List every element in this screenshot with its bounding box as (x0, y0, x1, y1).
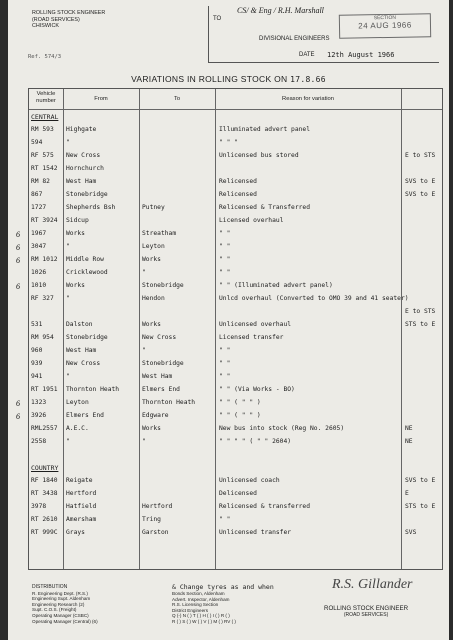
vehicle-number: 960 (31, 347, 43, 354)
to-cell: Edgware (142, 412, 169, 419)
change-code-cell: SVS to E (405, 178, 436, 185)
sender-line: (ROAD SERVICES) (32, 16, 80, 23)
reason-cell: Unlicensed coach (219, 477, 280, 484)
margin-tick-mark: 6 (16, 256, 20, 265)
to-cell: Garston (142, 529, 169, 536)
from-cell: " (66, 243, 70, 250)
table-row (29, 527, 442, 540)
table-row (29, 384, 442, 397)
reference-number: Ref. 574/3 (28, 54, 62, 60)
table-row (29, 176, 442, 189)
section-heading-row (29, 462, 442, 475)
from-cell: Works (66, 230, 85, 237)
to-cell: " (142, 269, 146, 276)
vehicle-number: 1010 (31, 282, 47, 289)
from-cell: West Ham (66, 347, 97, 354)
reason-cell: " " (Via Works - BO) (219, 386, 295, 393)
vehicle-number: RM 593 (31, 126, 54, 133)
from-cell: Hatfield (66, 503, 97, 510)
table-row (29, 124, 442, 137)
stamp-date: 24 AUG 1966 (358, 20, 412, 31)
header-divider (29, 109, 442, 110)
distribution-line: Engineering Research (2) (32, 601, 85, 607)
vehicle-number: 867 (31, 191, 43, 198)
signature: R.S. Gillander (332, 577, 413, 592)
reason-cell: Relicensed & Transferred (219, 204, 310, 211)
table-row (16, 280, 442, 293)
section-heading: COUNTRY (31, 464, 59, 472)
table-row (16, 397, 442, 410)
from-cell: " (66, 295, 70, 302)
vehicle-number: RT 3924 (31, 217, 58, 224)
to-cell: Stonebridge (142, 360, 184, 367)
from-cell: " (66, 139, 70, 146)
table-row (29, 332, 442, 345)
table-row (16, 254, 442, 267)
stamp-line: SECTION (373, 14, 397, 22)
section-heading: CENTRAL (31, 113, 59, 121)
to-cell: Hendon (142, 295, 165, 302)
from-cell: Hornchurch (66, 165, 104, 172)
handwritten-addressee: CS/ & Eng / R.H. Marshall (237, 6, 324, 15)
reason-cell: Relicensed & transferred (219, 503, 310, 510)
vehicle-number: RF 327 (31, 295, 54, 302)
vehicle-number: 1026 (31, 269, 47, 276)
from-cell: Hertford (66, 490, 97, 497)
from-cell: Thornton Heath (66, 386, 120, 393)
vehicle-number: RF 1840 (31, 477, 58, 484)
from-cell: Sidcup (66, 217, 89, 224)
received-stamp (339, 13, 431, 39)
reason-cell: " " (219, 256, 231, 263)
distribution-line: R. Engineering Dept. (R.S.) (32, 590, 88, 596)
to-cell: Works (142, 256, 161, 263)
vehicle-number: 594 (31, 139, 43, 146)
col-header-from: From (94, 96, 108, 102)
table-row (29, 267, 442, 280)
table-row (29, 189, 442, 202)
to-value: DIVISIONAL ENGINEERS (259, 36, 330, 42)
from-cell: " (66, 373, 70, 380)
table-row (29, 319, 442, 332)
reason-cell: " " (219, 347, 231, 354)
from-cell: Elmers End (66, 412, 104, 419)
reason-cell: Illuminated advert panel (219, 126, 310, 133)
table-row (16, 410, 442, 423)
vehicle-number: RT 3438 (31, 490, 58, 497)
footer (32, 575, 442, 637)
from-cell: Reigate (66, 477, 93, 484)
addressee-block (208, 6, 439, 63)
to-cell: Thornton Heath (142, 399, 196, 406)
margin-tick-mark: 6 (16, 243, 20, 252)
table-row (29, 475, 442, 488)
to-cell: Works (142, 425, 161, 432)
change-code-cell: SVS (405, 529, 417, 536)
to-cell: West Ham (142, 373, 173, 380)
vehicle-number: 531 (31, 321, 43, 328)
reason-cell: Unlcd overhaul (Converted to OMO 39 and 41 seater) (219, 295, 409, 302)
title-text: VARIATIONS IN ROLLING STOCK ON (131, 74, 288, 84)
signatory-subtitle: (ROAD SERVICES) (343, 612, 389, 619)
reason-cell: " " (219, 360, 231, 367)
table-row (29, 345, 442, 358)
table-row (29, 293, 442, 306)
tyre-note: & Change tyres as and when (172, 583, 274, 591)
from-cell: West Ham (66, 178, 97, 185)
table-row (29, 436, 442, 449)
vehicle-number: RT 1951 (31, 386, 58, 393)
margin-tick-mark: 6 (16, 230, 20, 239)
copy-list (172, 591, 236, 625)
to-cell: New Cross (142, 334, 177, 341)
date-value: 12th August 1966 (327, 51, 395, 59)
sender-line: ROLLING STOCK ENGINEER (32, 10, 106, 16)
vehicle-number: RM 954 (31, 334, 54, 341)
reason-cell: Unlicensed transfer (219, 529, 292, 536)
change-code-cell: SVS to E (405, 191, 436, 198)
distribution-list (32, 585, 98, 624)
table-row (29, 423, 442, 436)
to-label: TO (213, 16, 222, 22)
table-row (29, 358, 442, 371)
table-row (29, 163, 442, 176)
from-cell: Works (66, 282, 85, 289)
vehicle-number: RM 1012 (31, 256, 58, 263)
reason-cell: Delicensed (219, 490, 257, 497)
copy-line: District Engineers (172, 607, 208, 613)
reason-cell: Relicensed (219, 178, 257, 185)
table-row (29, 215, 442, 228)
distribution-line: Operating Manager (CSBC) (32, 612, 89, 618)
distribution-line: Operating Manager (Central) (6) (32, 618, 98, 624)
signatory-name: ROLLING STOCK ENGINEER (324, 605, 409, 612)
change-code-cell: STS to E (405, 503, 436, 510)
table-row (29, 137, 442, 150)
vehicle-number: RM 82 (31, 178, 50, 185)
col-header-vehicle: Vehicle number (36, 91, 56, 104)
to-cell: Works (142, 321, 161, 328)
vehicle-number: RF 575 (31, 152, 54, 159)
from-cell: Amersham (66, 516, 97, 523)
vehicle-number: RT 2610 (31, 516, 58, 523)
change-code-cell: E (405, 490, 409, 497)
distribution-line: Supt. C.O.S. (Freight) (32, 607, 77, 613)
to-cell: " (142, 438, 146, 445)
from-cell: " (66, 438, 70, 445)
margin-tick-mark: 6 (16, 282, 20, 291)
change-code-cell: E to STS (405, 152, 436, 159)
to-cell: Stonebridge (142, 282, 184, 289)
reason-cell: " " " " ( " " 2604) (219, 438, 292, 445)
reason-cell: " " (219, 269, 231, 276)
change-code-cell: E to STS (405, 308, 436, 315)
reason-cell: Licensed overhaul (219, 217, 284, 224)
reason-cell: " " (219, 373, 231, 380)
vehicle-number: RML2557 (31, 425, 58, 432)
from-cell: Leyton (66, 399, 89, 406)
sender-line: CHISWICK (32, 23, 59, 30)
vehicle-number: 939 (31, 360, 43, 367)
reason-cell: " " (Illuminated advert panel) (219, 282, 333, 289)
table-row (29, 202, 442, 215)
vehicle-number: 1727 (31, 204, 47, 211)
reason-cell: " " (219, 516, 231, 523)
variations-table (16, 88, 443, 570)
to-cell: Streatham (142, 230, 177, 237)
from-cell: Middle Row (66, 256, 104, 263)
reason-cell: Unlicensed bus stored (219, 152, 299, 159)
from-cell: Highgate (66, 126, 97, 133)
margin-tick-mark: 6 (16, 399, 20, 408)
reason-cell: Relicensed (219, 191, 257, 198)
copy-line: Q (-) N ( ) T ( ) H ( ) I ( ) R ( ) (172, 613, 230, 619)
to-cell: " (142, 347, 146, 354)
distribution-line: Engineering Supt. Aldenham (32, 596, 91, 602)
reason-cell: Unlicensed overhaul (219, 321, 292, 328)
signatory-title (324, 605, 408, 620)
reason-cell: " " (219, 230, 231, 237)
to-cell: Leyton (142, 243, 165, 250)
section-heading-row (29, 111, 442, 124)
reason-cell: " " ( " " ) (219, 412, 261, 419)
vehicle-number: RT 1542 (31, 165, 58, 172)
date-label: DATE (299, 52, 315, 58)
vehicle-number: 3047 (31, 243, 47, 250)
table-row (16, 241, 442, 254)
copy-line: R.S. Licensing Section (172, 602, 219, 608)
from-cell: Dalston (66, 321, 93, 328)
distribution-title: DISTRIBUTION (32, 584, 68, 590)
change-code-cell: NE (405, 425, 413, 432)
copy-line: Advert. Inspector, Aldenham (172, 596, 230, 602)
title-date: 17.8.66 (290, 75, 326, 84)
vehicle-number: RT 999C (31, 529, 58, 536)
from-cell: New Cross (66, 152, 101, 159)
vehicle-number: 3978 (31, 503, 47, 510)
from-cell: Grays (66, 529, 85, 536)
from-cell: Shepherds Bsh (66, 204, 116, 211)
sender-block (32, 10, 105, 30)
margin-tick-mark: 6 (16, 412, 20, 421)
change-code-cell: STS to E (405, 321, 436, 328)
table-row (29, 501, 442, 514)
copy-line: Bonds Section, Aldenham (172, 591, 225, 596)
table-row (29, 371, 442, 384)
variations-sheet (8, 0, 449, 640)
to-cell: Putney (142, 204, 165, 211)
reason-cell: New bus into stock (Reg No. 2605) (219, 425, 345, 432)
reason-cell: " " " (219, 139, 238, 146)
from-cell: New Cross (66, 360, 101, 367)
reason-cell: Licensed transfer (219, 334, 284, 341)
vehicle-number: 1323 (31, 399, 47, 406)
vehicle-number: 941 (31, 373, 43, 380)
reason-cell: " " ( " " ) (219, 399, 261, 406)
change-code-cell: SVS to E (405, 477, 436, 484)
to-cell: Tring (142, 516, 161, 523)
copy-line: R ( ) S ( ) W ( ) V ( ) M ( ) RV ( ) (172, 618, 236, 624)
table-row (16, 228, 442, 241)
change-code-cell: NE (405, 438, 413, 445)
vehicle-number: 3926 (31, 412, 47, 419)
vehicle-number: 2558 (31, 438, 47, 445)
reason-cell: " " (219, 243, 231, 250)
vehicle-number: 1967 (31, 230, 47, 237)
from-cell: A.E.C. (66, 425, 89, 432)
from-cell: Cricklewood (66, 269, 108, 276)
document-title (8, 74, 449, 84)
table-row (29, 514, 442, 527)
from-cell: Stonebridge (66, 191, 108, 198)
table-row (29, 488, 442, 501)
table-row (29, 150, 442, 163)
to-cell: Elmers End (142, 386, 180, 393)
to-cell: Hertford (142, 503, 173, 510)
col-header-to: To (173, 96, 181, 102)
col-header-reason: Reason for variation (282, 96, 334, 102)
table-row (29, 306, 442, 319)
from-cell: Stonebridge (66, 334, 108, 341)
